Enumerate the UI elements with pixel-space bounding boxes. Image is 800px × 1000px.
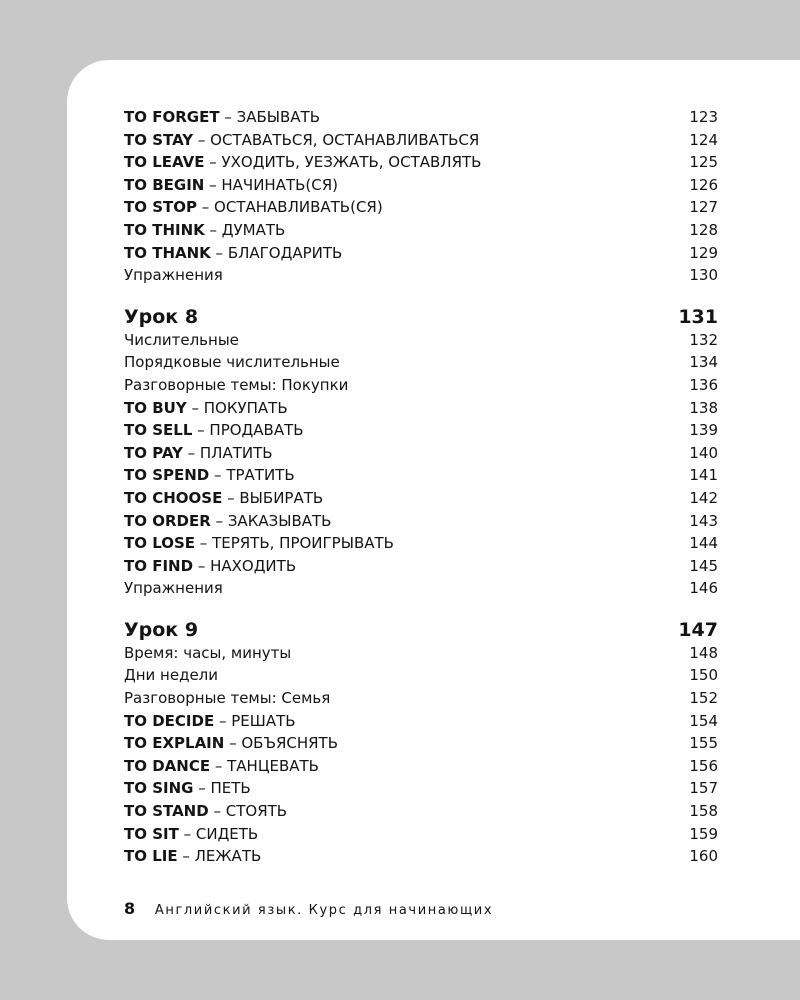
footer-page-number: 8 bbox=[124, 899, 136, 918]
term-separator: – bbox=[204, 175, 222, 194]
entry-page-number: 127 bbox=[689, 198, 718, 217]
term-separator: – bbox=[210, 756, 228, 775]
entry-text: Упражнения bbox=[124, 266, 223, 285]
toc-entry bbox=[124, 219, 718, 242]
term-separator: – bbox=[197, 198, 215, 217]
term-separator: – bbox=[178, 824, 196, 843]
entry-text: НАХОДИТЬ bbox=[210, 556, 297, 575]
term-separator: – bbox=[195, 534, 213, 553]
term-separator: – bbox=[193, 556, 211, 575]
entry-page-number: 156 bbox=[689, 756, 718, 775]
toc-entry bbox=[124, 151, 718, 174]
entry-page-number: 125 bbox=[689, 153, 718, 172]
entry-text: УХОДИТЬ, УЕЗЖАТЬ, ОСТАВЛЯТЬ bbox=[221, 153, 482, 172]
toc-entry-label bbox=[124, 196, 383, 219]
toc-entry-label bbox=[124, 487, 323, 510]
verb-term: TO LIE bbox=[124, 847, 178, 866]
entry-text: Числительные bbox=[124, 330, 239, 349]
verb-term: TO SPEND bbox=[124, 466, 210, 485]
term-separator: – bbox=[204, 153, 222, 172]
toc-entry-label bbox=[124, 777, 251, 800]
toc-entry bbox=[124, 777, 718, 800]
verb-term: TO SING bbox=[124, 779, 194, 798]
lesson-title: Урок 9 bbox=[124, 618, 199, 641]
toc-entry bbox=[124, 664, 718, 687]
toc-entry bbox=[124, 397, 718, 420]
entry-text: БЛАГОДАРИТЬ bbox=[227, 243, 343, 262]
toc-entry-label bbox=[124, 374, 348, 397]
entry-page-number: 152 bbox=[689, 689, 718, 708]
term-separator: – bbox=[219, 108, 237, 126]
term-separator: – bbox=[192, 421, 210, 440]
toc-entry-label bbox=[124, 106, 320, 129]
toc-entry bbox=[124, 442, 718, 465]
toc-entry-label bbox=[124, 242, 342, 265]
toc-entry bbox=[124, 464, 718, 487]
toc-entry-label bbox=[124, 823, 258, 846]
toc-entry-label bbox=[124, 219, 285, 242]
page-footer bbox=[124, 899, 493, 918]
toc-entry bbox=[124, 129, 718, 152]
entry-text: ПЛАТИТЬ bbox=[199, 443, 273, 462]
entry-text: Дни недели bbox=[124, 666, 219, 685]
toc-entry-label bbox=[124, 555, 296, 578]
toc-entry bbox=[124, 242, 718, 265]
toc-entry-label bbox=[124, 800, 287, 823]
toc-entry bbox=[124, 106, 718, 129]
toc-entry-label bbox=[124, 732, 338, 755]
entry-text: ОБЪЯСНЯТЬ bbox=[241, 734, 338, 753]
verb-term: TO STOP bbox=[124, 198, 197, 217]
entry-page-number: 126 bbox=[689, 175, 718, 194]
entry-text: Упражнения bbox=[124, 579, 223, 598]
toc-entry bbox=[124, 800, 718, 823]
entry-page-number: 157 bbox=[689, 779, 718, 798]
entry-text: ВЫБИРАТЬ bbox=[239, 488, 324, 507]
entry-page-number: 142 bbox=[689, 488, 718, 507]
entry-page-number: 145 bbox=[689, 556, 718, 575]
verb-term: TO LEAVE bbox=[124, 153, 205, 172]
verb-term: TO LOSE bbox=[124, 534, 196, 553]
toc-entry bbox=[124, 642, 718, 665]
entry-page-number: 155 bbox=[689, 734, 718, 753]
toc-entry-label bbox=[124, 151, 481, 174]
toc-entry-label bbox=[124, 329, 239, 352]
toc-entry-label bbox=[124, 442, 273, 465]
entry-page-number: 136 bbox=[689, 375, 718, 394]
entry-text: ОСТАВАТЬСЯ, ОСТАНАВЛИВАТЬСЯ bbox=[210, 130, 480, 149]
term-separator: – bbox=[210, 243, 228, 262]
footer-book-title: Английский язык. Курс для начинающих bbox=[154, 903, 494, 918]
entry-page-number: 154 bbox=[689, 711, 718, 730]
entry-text: ОСТАНАВЛИВАТЬ(СЯ) bbox=[214, 198, 383, 217]
entry-page-number: 160 bbox=[689, 847, 718, 866]
verb-term: TO FIND bbox=[124, 556, 194, 575]
term-separator: – bbox=[210, 511, 228, 530]
entry-page-number: 150 bbox=[689, 666, 718, 685]
term-separator: – bbox=[193, 779, 211, 798]
entry-text: Разговорные темы: Покупки bbox=[124, 375, 349, 394]
entry-text: Разговорные темы: Семья bbox=[124, 689, 331, 708]
entry-page-number: 158 bbox=[689, 802, 718, 821]
toc-entry bbox=[124, 823, 718, 846]
term-separator: – bbox=[193, 130, 211, 149]
toc-entry-label bbox=[124, 845, 261, 868]
entry-page-number: 139 bbox=[689, 421, 718, 440]
verb-term: TO THANK bbox=[124, 243, 211, 262]
toc-entry-label bbox=[124, 710, 296, 733]
lesson-heading bbox=[124, 618, 718, 642]
entry-text: ПЕТЬ bbox=[210, 779, 251, 798]
entry-page-number: 134 bbox=[689, 353, 718, 372]
entry-text: СТОЯТЬ bbox=[225, 802, 288, 821]
table-of-contents bbox=[124, 106, 718, 868]
toc-entry-label bbox=[124, 351, 340, 374]
verb-term: TO BEGIN bbox=[124, 175, 205, 194]
verb-term: TO PAY bbox=[124, 443, 183, 462]
entry-text: Время: часы, минуты bbox=[124, 643, 292, 662]
toc-entry-label bbox=[124, 464, 295, 487]
entry-page-number: 128 bbox=[689, 220, 718, 239]
verb-term: TO STAND bbox=[124, 802, 209, 821]
term-separator: – bbox=[204, 220, 222, 239]
entry-text: ТАНЦЕВАТЬ bbox=[227, 756, 319, 775]
entry-page-number: 123 bbox=[689, 108, 718, 126]
verb-term: TO SIT bbox=[124, 824, 179, 843]
term-separator: – bbox=[177, 847, 195, 866]
term-separator: – bbox=[182, 443, 200, 462]
entry-page-number: 132 bbox=[689, 330, 718, 349]
entry-text: ТРАТИТЬ bbox=[226, 466, 295, 485]
verb-term: TO DANCE bbox=[124, 756, 211, 775]
entry-text: Порядковые числительные bbox=[124, 353, 340, 372]
verb-term: TO DECIDE bbox=[124, 711, 215, 730]
entry-page-number: 143 bbox=[689, 511, 718, 530]
lesson-heading bbox=[124, 305, 718, 329]
term-separator: – bbox=[224, 734, 242, 753]
verb-term: TO ORDER bbox=[124, 511, 211, 530]
toc-entry-label bbox=[124, 755, 319, 778]
term-separator: – bbox=[208, 802, 226, 821]
entry-page-number: 146 bbox=[689, 579, 718, 598]
toc-entry bbox=[124, 732, 718, 755]
toc-entry-label bbox=[124, 174, 338, 197]
entry-page-number: 148 bbox=[689, 643, 718, 662]
toc-entry bbox=[124, 419, 718, 442]
entry-text: СИДЕТЬ bbox=[195, 824, 259, 843]
entry-page-number: 144 bbox=[689, 534, 718, 553]
entry-page-number: 159 bbox=[689, 824, 718, 843]
verb-term: TO SELL bbox=[124, 421, 193, 440]
toc-entry bbox=[124, 555, 718, 578]
entry-page-number: 141 bbox=[689, 466, 718, 485]
term-separator: – bbox=[222, 488, 240, 507]
entry-page-number: 140 bbox=[689, 443, 718, 462]
entry-text: ПОКУПАТЬ bbox=[203, 398, 288, 417]
entry-text: РЕШАТЬ bbox=[231, 711, 296, 730]
toc-entry bbox=[124, 351, 718, 374]
toc-entry bbox=[124, 710, 718, 733]
verb-term: TO FORGET bbox=[124, 108, 220, 126]
toc-entry-label bbox=[124, 510, 331, 533]
toc-entry bbox=[124, 577, 718, 600]
term-separator: – bbox=[209, 466, 227, 485]
entry-text: ТЕРЯТЬ, ПРОИГРЫВАТЬ bbox=[212, 534, 394, 553]
toc-entry-label bbox=[124, 397, 288, 420]
toc-entry bbox=[124, 845, 718, 868]
entry-text: ЛЕЖАТЬ bbox=[194, 847, 262, 866]
toc-entry bbox=[124, 755, 718, 778]
toc-entry-label bbox=[124, 642, 291, 665]
toc-entry bbox=[124, 329, 718, 352]
toc-entry bbox=[124, 264, 718, 287]
lesson-page-number: 131 bbox=[678, 305, 718, 328]
toc-entry bbox=[124, 487, 718, 510]
toc-entry-label bbox=[124, 687, 330, 710]
term-separator: – bbox=[214, 711, 232, 730]
entry-text: ЗАБЫВАТЬ bbox=[236, 108, 321, 126]
toc-entry bbox=[124, 687, 718, 710]
lesson-title: Урок 8 bbox=[124, 305, 199, 328]
entry-text: НАЧИНАТЬ(СЯ) bbox=[221, 175, 339, 194]
term-separator: – bbox=[186, 398, 204, 417]
toc-entry bbox=[124, 374, 718, 397]
toc-entry-label bbox=[124, 129, 479, 152]
entry-page-number: 124 bbox=[689, 130, 718, 149]
verb-term: TO CHOOSE bbox=[124, 488, 223, 507]
toc-entry bbox=[124, 196, 718, 219]
toc-entry bbox=[124, 174, 718, 197]
toc-entry-label bbox=[124, 419, 304, 442]
verb-term: TO EXPLAIN bbox=[124, 734, 225, 753]
entry-page-number: 138 bbox=[689, 398, 718, 417]
toc-entry bbox=[124, 532, 718, 555]
verb-term: TO BUY bbox=[124, 398, 187, 417]
toc-entry-label bbox=[124, 577, 223, 600]
verb-term: TO STAY bbox=[124, 130, 194, 149]
entry-text: ЗАКАЗЫВАТЬ bbox=[227, 511, 332, 530]
entry-text: ПРОДАВАТЬ bbox=[209, 421, 304, 440]
entry-page-number: 130 bbox=[689, 266, 718, 285]
entry-page-number: 129 bbox=[689, 243, 718, 262]
verb-term: TO THINK bbox=[124, 220, 205, 239]
toc-entry-label bbox=[124, 532, 394, 555]
lesson-page-number: 147 bbox=[678, 618, 718, 641]
toc-entry-label bbox=[124, 264, 223, 287]
toc-entry-label bbox=[124, 664, 218, 687]
entry-text: ДУМАТЬ bbox=[221, 220, 286, 239]
toc-entry bbox=[124, 510, 718, 533]
